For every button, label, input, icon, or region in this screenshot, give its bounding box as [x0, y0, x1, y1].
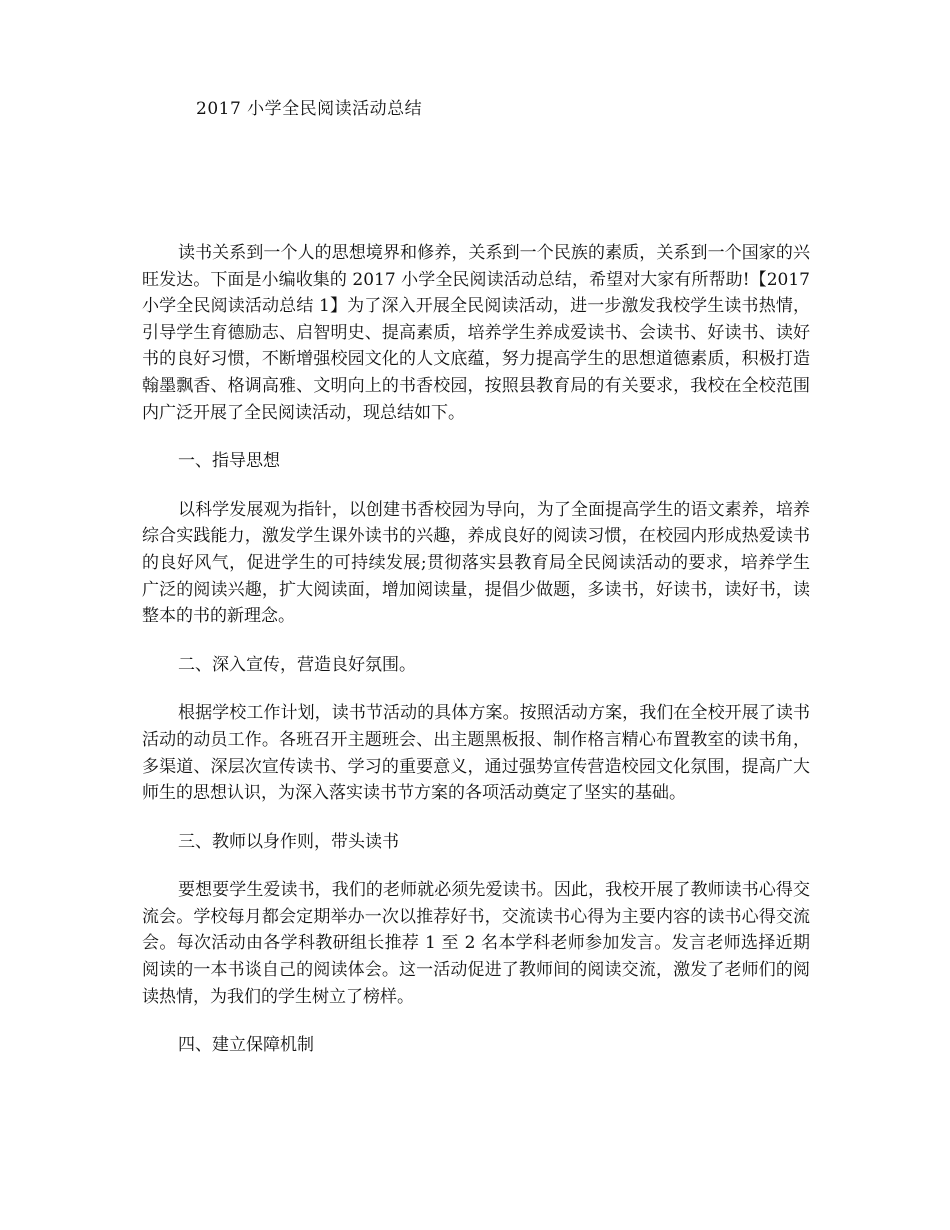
document-title: 2017 小学全民阅读活动总结 — [196, 99, 423, 119]
document-body — [142, 240, 810, 1081]
publicity-paragraph: 根据学校工作计划，读书节活动的具体方案。按照活动方案，我们在全校开展了读书活动的动员工作。各班召开主题班会、出主题黑板报、制作格言精心布置教室的读书角，多渠道、深层次宣传读书、学习的重要意义，通过强势宣传营造校园文化氛围，提高广大师生的思想认识，为深入落实读书节方案的各项活动奠定了坚实的基础。 — [142, 703, 810, 804]
section-heading-teachers-lead: 三、教师以身作则，带头读书 — [178, 831, 399, 852]
section-heading-publicity: 二、深入宣传，营造良好氛围。 — [178, 654, 416, 675]
intro-paragraph: 读书关系到一个人的思想境界和修养，关系到一个民族的素质，关系到一个国家的兴旺发达。下面是小编收集的 2017 小学全民阅读活动总结，希望对大家有所帮助!【2017 小学全民阅读活动总结 1】为了深入开展全民阅读活动，进一步激发我校学生读书热情，引导学生育德励志、启智明史、提高素质，培养学生养成爱读书、会读书、好读书、读好书的良好习惯，不断增强校园文化的人文底蕴，努力提高学生的思想道德素质，积极打造翰墨飘香、格调高雅、文明向上的书香校园，按照县教育局的有关要求，我校在全校范围内广泛开展了全民阅读活动，现总结如下。 — [142, 243, 810, 423]
section-heading-safeguard: 四、建立保障机制 — [178, 1035, 314, 1056]
guiding-ideology-paragraph: 以科学发展观为指针，以创建书香校园为导向，为了全面提高学生的语文素养，培养综合实践能力，激发学生课外读书的兴趣，养成良好的阅读习惯，在校园内形成热爱读书的良好风气，促进学生的可持续发展;贯彻落实县教育局全民阅读活动的要求，培养学生广泛的阅读兴趣，扩大阅读面，增加阅读量，提倡少做题，多读书，好读书，读好书，读整本的书的新理念。 — [142, 499, 810, 627]
section-heading-guiding-ideology: 一、指导思想 — [178, 451, 280, 472]
teachers-lead-paragraph: 要想要学生爱读书，我们的老师就必须先爱读书。因此，我校开展了教师读书心得交流会。学校每月都会定期举办一次以推荐好书，交流读书心得为主要内容的读书心得交流会。每次活动由各学科教研组长推荐 1 至 2 名本学科老师参加发言。发言老师选择近期阅读的一本书谈自己的阅读体会。这一活动促进了教师间的阅读交流，激发了老师们的阅读热情，为我们的学生树立了榜样。 — [142, 880, 810, 1007]
